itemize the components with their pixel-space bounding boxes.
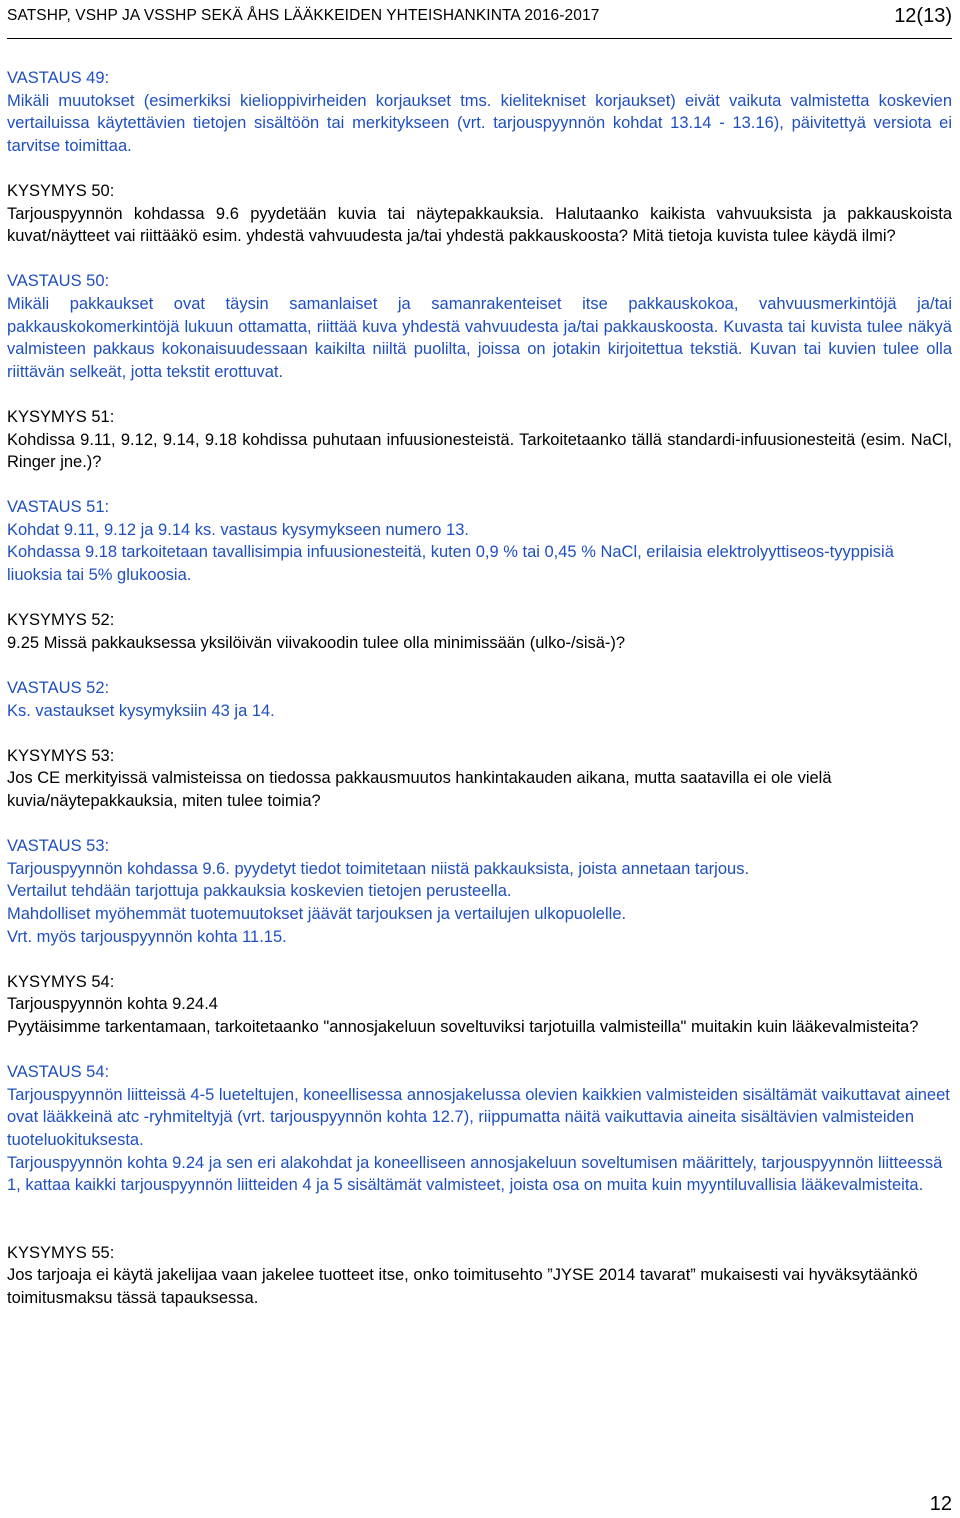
- answer-text: Mikäli muutokset (esimerkiksi kielioppivirheiden korjaukset tms. kielitekniset korjaukset) eivät vaikuta valmistetta koskevien vertailuissa käytettävien tietojen sisältöön tai merkitykseen (vrt. tarjouspyynnön kohdat 13.14 - 13.16), päivitettyä versiota ei tarvitse toimittaa.: [7, 91, 952, 155]
- footer-page-number: 12: [929, 1493, 952, 1515]
- document-body: [7, 67, 952, 1332]
- answer-53: [7, 835, 952, 948]
- page-header: [7, 2, 952, 39]
- answer-heading: VASTAUS 50:: [7, 272, 110, 291]
- question-54: [7, 971, 952, 1039]
- answer-50: [7, 270, 952, 383]
- question-text: 9.25 Missä pakkauksessa yksilöivän viivakoodin tulee olla minimissään (ulko-/sisä-)?: [7, 633, 626, 652]
- answer-text: Vertailut tehdään tarjottuja pakkauksia koskevien tietojen perusteella.: [7, 882, 512, 901]
- question-50: [7, 180, 952, 248]
- answer-heading: VASTAUS 53:: [7, 837, 110, 856]
- question-text: Kohdissa 9.11, 9.12, 9.14, 9.18 kohdissa puhutaan infuusionesteistä. Tarkoitetaanko tällä standardi-infuusionesteitä (esim. NaCl, Ringer jne.)?: [7, 430, 952, 472]
- answer-heading: VASTAUS 51:: [7, 498, 110, 517]
- question-heading: KYSYMYS 53:: [7, 746, 115, 765]
- question-52: [7, 609, 952, 654]
- question-heading: KYSYMYS 51:: [7, 407, 115, 426]
- question-text: Tarjouspyynnön kohta 9.24.4: [7, 995, 218, 1014]
- document-title: SATSHP, VSHP JA VSSHP SEKÄ ÅHS LÄÄKKEIDEN YHTEISHANKINTA 2016-2017: [7, 7, 600, 24]
- question-heading: KYSYMYS 55:: [7, 1243, 115, 1262]
- answer-text: Vrt. myös tarjouspyynnön kohta 11.15.: [7, 927, 287, 946]
- answer-49: [7, 67, 952, 157]
- question-51: [7, 406, 952, 474]
- answer-text: Tarjouspyynnön kohdassa 9.6. pyydetyt tiedot toimitetaan niistä pakkauksista, joista annetaan tarjous.: [7, 859, 750, 878]
- question-text: Pyytäisimme tarkentamaan, tarkoitetaanko "annosjakeluun soveltuviksi tarjotuilla valmisteilla" muitakin kuin lääkevalmisteita?: [7, 1017, 919, 1036]
- answer-text: Kohdat 9.11, 9.12 ja 9.14 ks. vastaus kysymykseen numero 13.: [7, 520, 469, 539]
- question-text: Tarjouspyynnön kohdassa 9.6 pyydetään kuvia tai näytepakkauksia. Halutaanko kaikista vahvuuksista ja pakkauskoista kuvat/näytteet vai riittääkö esim. yhdestä vahvuudesta ja/tai yhdestä pakkauskoosta? Mitä tietoja kuvista tulee käydä ilmi?: [7, 204, 952, 246]
- answer-text: Ks. vastaukset kysymyksiin 43 ja 14.: [7, 701, 275, 720]
- question-heading: KYSYMYS 50:: [7, 181, 115, 200]
- answer-51: [7, 496, 952, 586]
- answer-text: Kohdassa 9.18 tarkoitetaan tavallisimpia infuusionesteitä, kuten 0,9 % tai 0,45 % NaCl, erilaisia elektrolyyttiseos-tyyppisiä liuoksia tai 5% glukoosia.: [7, 543, 894, 585]
- question-text: Jos tarjoaja ei käytä jakelijaa vaan jakelee tuotteet itse, onko toimitusehto ”JYSE 2014 tavarat” mukaisesti vai hyväksytäänkö toimitusmaksu tässä tapauksessa.: [7, 1266, 918, 1307]
- answer-52: [7, 677, 952, 722]
- answer-heading: VASTAUS 54:: [7, 1063, 110, 1082]
- answer-text: Mikäli pakkaukset ovat täysin samanlaiset ja samanrakenteiset itse pakkauskokoa, vahvuusmerkintöjä ja/tai pakkauskokomerkintöjä lukuun ottamatta, riittää kuva yhdestä vahvuudesta ja/tai pakkauskoosta. Kuvasta tai kuvista tulee näkyä valmisteen pakkaus kokonaisuudessaan kaikilta niiltä puolilta, joissa on jotakin kirjoitettua tekstiä. Kuvan tai kuvien tulee olla riittävän selkeät, jotta tekstit erottuvat.: [7, 294, 952, 381]
- answer-text: Tarjouspyynnön liitteissä 4-5 lueteltujen, koneellisessa annosjakelussa olevien kaikkien valmisteiden sisältämät vaikuttavat aineet ovat lääkkeinä atc -ryhmiteltyjä (vrt. tarjouspyynnön kohta 12.7), riippumatta näitä vaikuttavia aineita sisältävien valmisteiden tuoteluokituksesta.: [7, 1085, 950, 1149]
- answer-heading: VASTAUS 52:: [7, 679, 110, 698]
- question-53: [7, 745, 952, 813]
- question-heading: KYSYMYS 54:: [7, 972, 115, 991]
- answer-text: Tarjouspyynnön kohta 9.24 ja sen eri alakohdat ja koneelliseen annosjakeluun soveltumisen määrittely, tarjouspyynnön liitteessä 1, kattaa kaikki tarjouspyynnön liitteiden 4 ja 5 sisältämät valmisteet, joista osa on muita kuin myyntiluvallisia lääkevalmisteita.: [7, 1153, 943, 1195]
- answer-text: Mahdolliset myöhemmät tuotemuutokset jäävät tarjouksen ja vertailujen ulkopuolelle.: [7, 904, 627, 923]
- answer-heading: VASTAUS 49:: [7, 69, 110, 87]
- page-indicator: 12(13): [894, 5, 952, 27]
- question-55: [7, 1242, 952, 1310]
- question-text: Jos CE merkityissä valmisteissa on tiedossa pakkausmuutos hankintakauden aikana, mutta saatavilla ei ole vielä kuvia/näytepakkauksia, miten tulee toimia?: [7, 769, 832, 810]
- question-heading: KYSYMYS 52:: [7, 611, 115, 630]
- answer-54: [7, 1061, 952, 1197]
